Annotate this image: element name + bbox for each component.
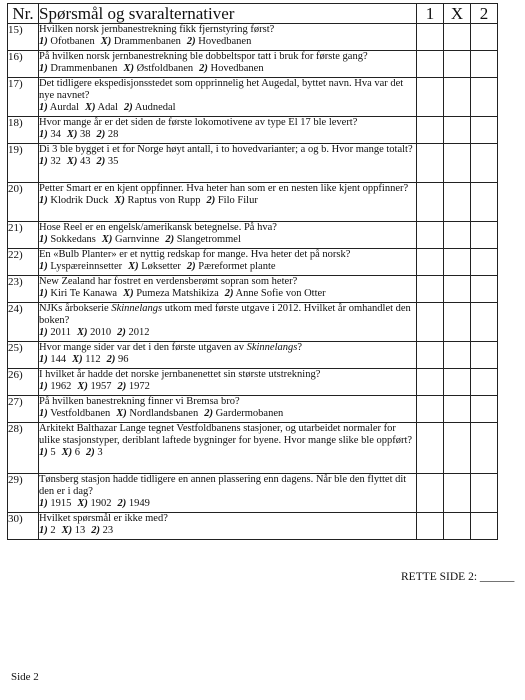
alternative-value: 1962 <box>50 381 72 392</box>
answer-alternatives <box>39 36 416 48</box>
question-text: En «Bulb Planter» er et nyttig redskap for mange. Hva heter det på norsk? <box>39 249 351 260</box>
alternative-key: 1) <box>39 327 48 338</box>
question-cell <box>39 117 417 144</box>
alternative-key: 2) <box>186 36 196 47</box>
answer-box-2[interactable] <box>471 117 498 144</box>
answer-alternatives <box>39 288 416 300</box>
question-row <box>8 78 498 117</box>
alternative-key: 1) <box>39 102 48 113</box>
question-number: 28) <box>8 423 39 474</box>
alternative-value: 23 <box>102 525 114 536</box>
question-cell <box>39 249 417 276</box>
header-col-2: 2 <box>471 4 498 24</box>
question-number: 30) <box>8 513 39 540</box>
alternative-key: X) <box>77 327 88 338</box>
alternative-key: 2) <box>117 381 127 392</box>
answer-box-2[interactable] <box>471 513 498 540</box>
quiz-table <box>7 3 498 540</box>
question-number: 23) <box>8 276 39 303</box>
header-question: Spørsmål og svaralternativer <box>39 4 417 24</box>
question-row <box>8 474 498 513</box>
alternative-key: 2) <box>186 261 196 272</box>
alternative-value: Nordlandsbanen <box>129 408 199 419</box>
answer-box-2[interactable] <box>471 51 498 78</box>
answer-box-x[interactable] <box>444 369 471 396</box>
answer-box-2[interactable] <box>471 222 498 249</box>
alternative-key: 1) <box>39 381 48 392</box>
alternative-key: 2) <box>91 525 100 536</box>
question-row <box>8 117 498 144</box>
alternative-key: X) <box>61 525 73 536</box>
alternative-key: 1) <box>39 195 48 206</box>
alternative-key: 2) <box>96 156 106 167</box>
answer-box-1[interactable] <box>417 423 444 474</box>
question-text: Arkitekt Balthazar Lange tegnet Vestfoldbanens stasjoner, og utarbeidet normaler for ulike stasjonstyper, deriblant laftede bygninger for byene. Hvor mange slike ble oppført? <box>39 423 413 446</box>
answer-box-1[interactable] <box>417 396 444 423</box>
answer-box-1[interactable] <box>417 249 444 276</box>
answer-box-2[interactable] <box>471 369 498 396</box>
answer-box-1[interactable] <box>417 303 444 342</box>
question-cell <box>39 51 417 78</box>
alternative-value: 1949 <box>128 498 150 509</box>
question-text: På hvilken norsk jernbanestrekning ble dobbeltspor tatt i bruk for første gang? <box>39 51 368 62</box>
question-cell <box>39 342 417 369</box>
alternative-key: X) <box>116 408 127 419</box>
question-row <box>8 303 498 342</box>
answer-box-x[interactable] <box>444 222 471 249</box>
alternative-value: 38 <box>80 129 91 140</box>
header-col-1: 1 <box>417 4 444 24</box>
alternative-value: Kiri Te Kanawa <box>50 288 118 299</box>
answer-box-1[interactable] <box>417 513 444 540</box>
answer-box-x[interactable] <box>444 342 471 369</box>
answer-alternatives <box>39 102 416 114</box>
alternative-value: Filo Filur <box>217 195 258 206</box>
answer-box-1[interactable] <box>417 183 444 222</box>
question-text: I hvilket år hadde det norske jernbanenettet sin største utstrekning? <box>39 369 321 380</box>
alternative-key: 2) <box>224 288 234 299</box>
page-score-label: RETTE SIDE 2: ______ <box>401 571 515 583</box>
alternative-key: 2) <box>123 102 133 113</box>
alternative-key: 1) <box>39 498 48 509</box>
alternative-key: 2) <box>204 408 213 419</box>
alternative-key: 2) <box>165 234 175 245</box>
question-row <box>8 369 498 396</box>
alternative-key: X) <box>77 381 88 392</box>
alternative-value: Vestfoldbanen <box>50 408 111 419</box>
alternative-key: 1) <box>39 36 48 47</box>
answer-box-1[interactable] <box>417 222 444 249</box>
alternative-value: Garnvinne <box>115 234 160 245</box>
question-text: På hvilken banestrekning finner vi Bremsa bro? <box>39 396 240 407</box>
answer-box-2[interactable] <box>471 474 498 513</box>
header-col-x: X <box>444 4 471 24</box>
question-number: 17) <box>8 78 39 117</box>
answer-box-1[interactable] <box>417 474 444 513</box>
answer-box-1[interactable] <box>417 24 444 51</box>
question-number: 24) <box>8 303 39 342</box>
question-number: 22) <box>8 249 39 276</box>
question-text: Petter Smart er en kjent oppfinner. Hva heter han som er en nesten like kjent oppfinner? <box>39 183 409 194</box>
alternative-key: X) <box>66 156 78 167</box>
question-row <box>8 423 498 474</box>
page-number: Side 2 <box>11 671 39 683</box>
alternative-key: X) <box>101 234 113 245</box>
alternative-value: 1902 <box>90 498 112 509</box>
answer-box-1[interactable] <box>417 342 444 369</box>
alternative-value: 34 <box>50 129 61 140</box>
alternative-key: X) <box>66 129 78 140</box>
alternative-key: X) <box>128 261 139 272</box>
alternative-value: 28 <box>107 129 119 140</box>
answer-box-2[interactable] <box>471 423 498 474</box>
question-text: Hvor mange år er det siden de første lokomotivene av type El 17 ble levert? <box>39 117 358 128</box>
alternative-value: Drammenbanen <box>50 63 118 74</box>
question-cell <box>39 24 417 51</box>
answer-alternatives <box>39 498 416 510</box>
alternative-key: 2) <box>106 354 116 365</box>
question-cell <box>39 474 417 513</box>
question-cell <box>39 423 417 474</box>
alternative-value: 1915 <box>50 498 72 509</box>
question-text: Hose Reel er en engelsk/amerikansk betegnelse. På hva? <box>39 222 277 233</box>
alternative-value: Aurdal <box>49 102 79 113</box>
answer-alternatives <box>39 63 416 75</box>
alternative-value: Audnedal <box>134 102 176 113</box>
alternative-value: Hovedbanen <box>198 36 252 47</box>
answer-alternatives <box>39 234 416 246</box>
answer-box-x[interactable] <box>444 249 471 276</box>
question-number: 29) <box>8 474 39 513</box>
alternative-key: 1) <box>39 129 48 140</box>
alternative-value: Slangetrommel <box>176 234 241 245</box>
answer-alternatives <box>39 156 416 168</box>
alternative-key: X) <box>72 354 83 365</box>
alternative-key: X) <box>123 288 134 299</box>
answer-box-2[interactable] <box>471 249 498 276</box>
answer-box-1[interactable] <box>417 51 444 78</box>
alternative-key: X) <box>123 63 134 74</box>
answer-box-1[interactable] <box>417 369 444 396</box>
alternative-key: 1) <box>39 63 48 74</box>
alternative-value: 2010 <box>90 327 112 338</box>
answer-alternatives <box>39 447 416 459</box>
question-text <box>39 342 302 353</box>
question-number: 19) <box>8 144 39 183</box>
answer-alternatives <box>39 261 416 273</box>
alternative-value: Hovedbanen <box>210 63 264 74</box>
question-cell <box>39 276 417 303</box>
alternative-value: 6 <box>74 447 80 458</box>
question-row <box>8 24 498 51</box>
answer-box-2[interactable] <box>471 342 498 369</box>
alternative-key: X) <box>77 498 88 509</box>
answer-box-2[interactable] <box>471 303 498 342</box>
question-text: Di 3 ble bygget i et for Norge høyt antall, i to hovedvarianter; a og b. Hvor mange totalt? <box>39 144 413 155</box>
question-number: 18) <box>8 117 39 144</box>
question-number: 15) <box>8 24 39 51</box>
alternative-key: 2) <box>117 498 127 509</box>
answer-box-x[interactable] <box>444 423 471 474</box>
alternative-key: 1) <box>39 234 48 245</box>
alternative-value: 43 <box>80 156 91 167</box>
answer-alternatives <box>39 327 416 339</box>
header-nr: Nr. <box>8 4 39 24</box>
alternative-value: Klodrik Duck <box>50 195 109 206</box>
alternative-value: 32 <box>50 156 61 167</box>
alternative-key: 2) <box>117 327 126 338</box>
alternative-value: 35 <box>107 156 119 167</box>
question-cell <box>39 396 417 423</box>
alternative-value: 96 <box>118 354 129 365</box>
question-text-part: utkom med første utgave i 2012. Hvilket år omhandlet den boken? <box>39 303 411 326</box>
answer-alternatives <box>39 525 416 537</box>
alternative-value: Sokkedans <box>50 234 96 245</box>
answer-box-2[interactable] <box>471 276 498 303</box>
alternative-key: 1) <box>39 447 48 458</box>
alternative-value: Pumeza Matshikiza <box>136 288 219 299</box>
alternative-key: 1) <box>39 288 48 299</box>
answer-box-x[interactable] <box>444 513 471 540</box>
answer-box-x[interactable] <box>444 183 471 222</box>
answer-alternatives <box>39 195 416 207</box>
alternative-key: X) <box>114 195 125 206</box>
answer-box-x[interactable] <box>444 117 471 144</box>
alternative-value: 2 <box>50 525 56 536</box>
alternative-value: Pæreformet plante <box>198 261 276 272</box>
alternative-key: 1) <box>39 354 48 365</box>
alternative-key: 1) <box>39 156 48 167</box>
question-row <box>8 513 498 540</box>
alternative-value: Drammenbanen <box>113 36 181 47</box>
alternative-value: 144 <box>50 354 67 365</box>
answer-box-1[interactable] <box>417 117 444 144</box>
question-number: 20) <box>8 183 39 222</box>
question-text <box>39 303 411 326</box>
question-text-part: ? <box>297 342 303 353</box>
answer-box-2[interactable] <box>471 396 498 423</box>
alternative-value: 2011 <box>50 327 71 338</box>
alternative-value: Adal <box>97 102 118 113</box>
answer-box-x[interactable] <box>444 396 471 423</box>
question-text: New Zealand har fostret en verdensberømt sopran som heter? <box>39 276 298 287</box>
question-number: 27) <box>8 396 39 423</box>
alternative-value: 1972 <box>128 381 150 392</box>
alternative-key: X) <box>61 447 73 458</box>
alternative-key: 2) <box>96 129 106 140</box>
question-row <box>8 183 498 222</box>
alternative-value: Anne Sofie von Otter <box>235 288 326 299</box>
alternative-value: Løksetter <box>141 261 181 272</box>
answer-box-x[interactable] <box>444 24 471 51</box>
question-text: Tønsberg stasjon hadde tidligere en annen plassering enn dagens. Når ble den flyttet dit den er i dag? <box>39 474 407 497</box>
answer-box-x[interactable] <box>444 78 471 117</box>
book-title: Skinnelangs <box>246 342 298 353</box>
question-cell <box>39 513 417 540</box>
alternative-key: 1) <box>39 261 48 272</box>
question-cell <box>39 303 417 342</box>
question-text: Det tidligere ekspedisjonsstedet som opprinnelig het Augedal, byttet navn. Hva var det nye navnet? <box>39 78 404 101</box>
question-row <box>8 342 498 369</box>
answer-box-2[interactable] <box>471 144 498 183</box>
answer-box-1[interactable] <box>417 276 444 303</box>
question-number: 21) <box>8 222 39 249</box>
answer-alternatives <box>39 408 416 420</box>
alternative-key: 2) <box>199 63 208 74</box>
alternative-value: 2012 <box>128 327 150 338</box>
alternative-value: 5 <box>50 447 56 458</box>
alternative-value: Lyspæreinnsetter <box>50 261 123 272</box>
header-row <box>8 4 498 24</box>
answer-box-1[interactable] <box>417 144 444 183</box>
alternative-value: Østfoldbanen <box>136 63 194 74</box>
alternative-value: 1957 <box>90 381 112 392</box>
alternative-value: Ofotbanen <box>50 36 95 47</box>
answer-box-2[interactable] <box>471 24 498 51</box>
question-text: Hvilken norsk jernbanestrekning fikk fjernstyring først? <box>39 24 275 35</box>
answer-box-x[interactable] <box>444 144 471 183</box>
answer-box-x[interactable] <box>444 51 471 78</box>
question-text: Hvilket spørsmål er ikke med? <box>39 513 168 524</box>
answer-box-x[interactable] <box>444 474 471 513</box>
question-text-part: Hvor mange sider var det i den første utgaven av <box>39 342 247 353</box>
question-row <box>8 222 498 249</box>
question-row <box>8 249 498 276</box>
question-row <box>8 144 498 183</box>
alternative-key: 2) <box>206 195 216 206</box>
question-number: 25) <box>8 342 39 369</box>
alternative-value: Gardermobanen <box>215 408 284 419</box>
question-row <box>8 396 498 423</box>
question-text-part: NJKs årbokserie <box>39 303 112 314</box>
alternative-key: 1) <box>39 408 48 419</box>
alternative-key: X) <box>84 102 96 113</box>
answer-alternatives <box>39 381 416 393</box>
question-cell <box>39 144 417 183</box>
alternative-value: 13 <box>74 525 86 536</box>
question-cell <box>39 183 417 222</box>
alternative-key: 1) <box>39 525 48 536</box>
alternative-value: 3 <box>97 447 103 458</box>
alternative-key: X) <box>100 36 112 47</box>
answer-box-x[interactable] <box>444 276 471 303</box>
answer-box-2[interactable] <box>471 183 498 222</box>
question-row <box>8 276 498 303</box>
question-cell <box>39 222 417 249</box>
answer-alternatives <box>39 354 416 366</box>
alternative-value: Raptus von Rupp <box>127 195 201 206</box>
question-row <box>8 51 498 78</box>
book-title: Skinnelangs <box>111 303 163 314</box>
question-cell <box>39 78 417 117</box>
answer-alternatives <box>39 129 416 141</box>
question-number: 16) <box>8 51 39 78</box>
alternative-value: 112 <box>85 354 101 365</box>
answer-box-2[interactable] <box>471 78 498 117</box>
answer-box-1[interactable] <box>417 78 444 117</box>
question-number: 26) <box>8 369 39 396</box>
question-cell <box>39 369 417 396</box>
answer-box-x[interactable] <box>444 303 471 342</box>
alternative-key: 2) <box>86 447 95 458</box>
